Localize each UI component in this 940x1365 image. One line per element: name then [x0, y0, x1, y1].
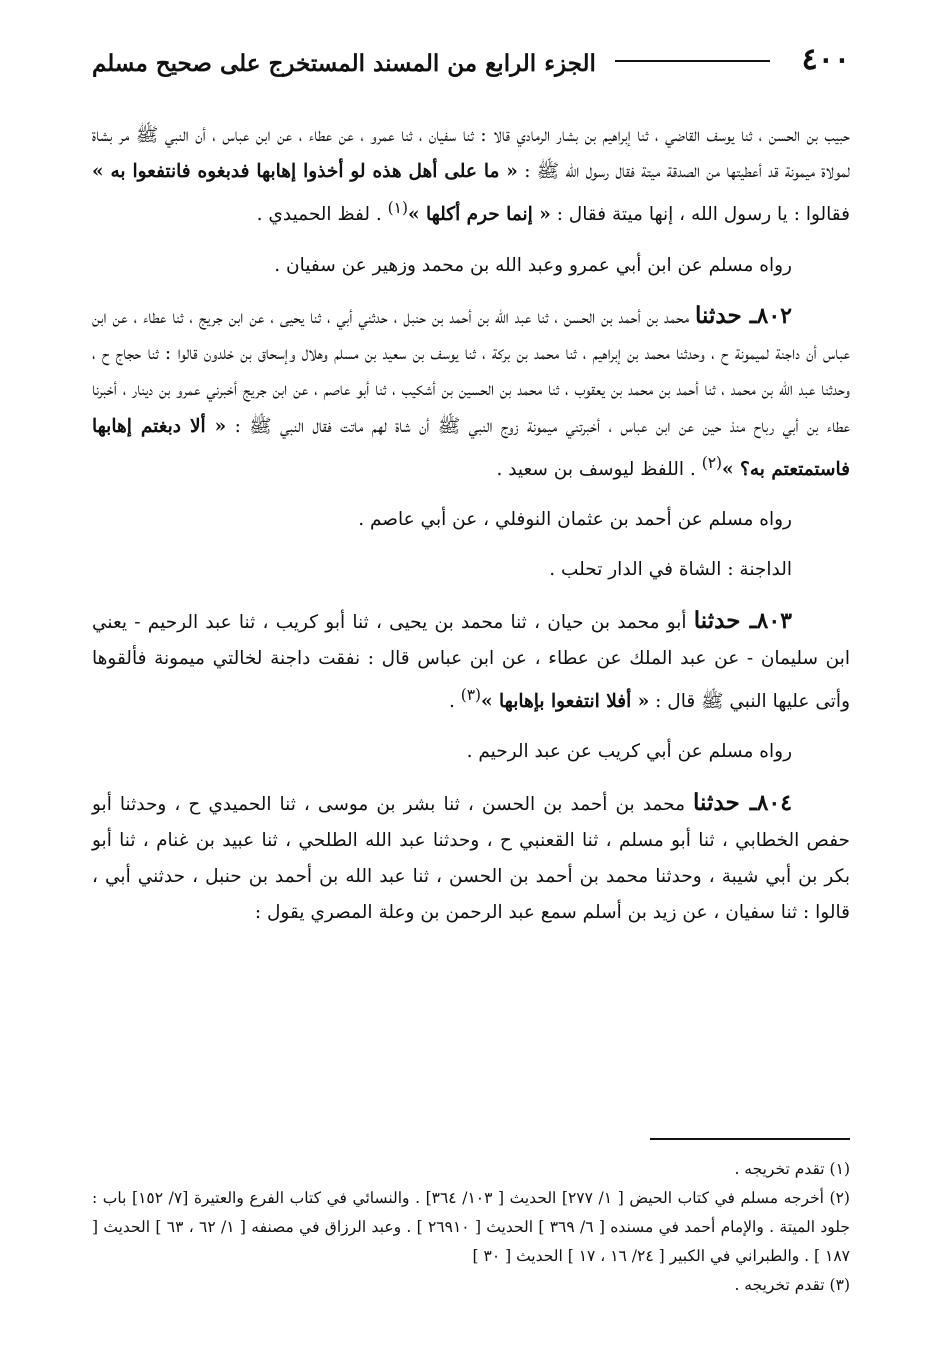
footnote: (٢) أخرجه مسلم في كتاب الحيض [ ١/ ٢٧٧] الحديث [ ١٠٣/ ٣٦٤] . والنسائي في كتاب الفرع والعتيرة [٧/ ١٥٢] باب : جلود الميتة . والإمام أحمد في مسنده [ ٦/ ٣٦٩ ] الحديث [ ٢٦٩١٠ ] . وعبد الرزاق في مصنفه [ ١/ ٦٢ ، ٦٣ ] الحديث [ ١٨٧ ] . والطبراني في الكبير [ ٢٤/ ١٦ ، ١٧ ] الحديث [ ٣٠ ]	[92, 1189, 850, 1265]
hadith-804	[92, 785, 850, 932]
footnote-ref: (٣)	[460, 685, 482, 704]
footnote-ref: (٢)	[701, 453, 722, 472]
footnote-separator	[650, 1138, 850, 1140]
hadith-text-end: . اللفظ ليوسف بن سعيد .	[496, 458, 702, 480]
prophetic-quote: « إنما حرم أكلها »	[407, 204, 551, 226]
hadith-text-end: .	[448, 691, 461, 713]
paragraph-text: حبيب بن الحسن ، ثنا يوسف القاضي ، ثنا إبراهيم بن بشار الرمادي قالا : ثنا سفيان ، ثنا عمرو ، عن عطاء ، عن ابن عباس ، أن النبي ﷺ مر بشاة لمولاة ميمونة قد أعطيتها من الصدقة ميتة فقال رسول الله ﷺ :	[92, 125, 850, 183]
hadith-text: محمد بن أحمد بن الحسن ، ثنا عبد الله بن أحمد بن حنبل ، حدثني أبي ، ثنا يحيى ، عن ابن جريج ، ثنا عطاء ، عن ابن عباس أن داجنة لميمونة ح ، وحدثنا محمد بن إبراهيم ، ثنا محمد بن بركة ، ثنا يوسف بن سعيد بن مسلم وهلال وإسحاق بن خلدون قالوا : ثنا حجاج ح ، وحدثنا عبد الله بن محمد ، ثنا أحمد بن محمد بن يعقوب ، ثنا محمد بن الحسين بن أشكيب ، ثنا أبو عاصم ، عن ابن جريج أخبرني عمرو بن دينار ، أخبرنا عطاء بن أبي رباح منذ حين عن ابن عباس ، أخبرتني ميمونة زوج النبي ﷺ أن شاة لهم ماتت فقال النبي ﷺ :	[92, 306, 850, 437]
narration-note: رواه مسلم عن أبي كريب عن عبد الرحيم .	[466, 741, 792, 763]
prophetic-quote: « ما على أهل هذه لو أخذوا إهابها فدبغوه فانتفعوا به »	[92, 161, 518, 183]
page-header	[92, 40, 850, 90]
header-rule	[615, 60, 770, 62]
prophetic-quote: « ألا دبغتم إهابها فاستمتعتم به؟ »	[92, 415, 850, 480]
hadith-text: أبو محمد بن حيان ، ثنا محمد بن يحيى ، ثنا أبو كريب ، ثنا عبد الرحيم - يعني ابن سليمان - عن عبد الملك عن عطاء ، عن ابن عباس قال : نفقت داجنة لخالتي ميمونة فألقوها وأتى عليها النبي ﷺ قال :	[92, 611, 850, 713]
haddathana-marker: ـ حدثنا	[693, 788, 757, 816]
hadith-802	[92, 298, 850, 488]
footnote-ref: (١)	[387, 199, 408, 218]
hadith-number: ٨٠٤	[756, 789, 793, 816]
haddathana-marker: ـ حدثنا	[693, 606, 757, 634]
footnotes	[92, 1155, 850, 1300]
haddathana-marker: ـ حدثنا	[695, 301, 757, 329]
main-text	[92, 118, 850, 931]
footnote: (١) تقدم تخريجه .	[734, 1160, 850, 1178]
definition-note: الداجنة : الشاة في الدار تحلب .	[549, 559, 792, 581]
hadith-803	[92, 603, 850, 721]
footnote: (٣) تقدم تخريجه .	[734, 1276, 850, 1294]
narration-note: رواه مسلم عن ابن أبي عمرو وعبد الله بن محمد وزهير عن سفيان .	[274, 254, 792, 276]
page-number: ٤٠٠	[801, 42, 850, 77]
narration-note: رواه مسلم عن أحمد بن عثمان النوفلي ، عن أبي عاصم .	[358, 509, 792, 531]
prophetic-quote: « أفلا انتفعوا بإهابها »	[481, 691, 650, 713]
running-title: الجزء الرابع من المسند المستخرج على صحيح مسلم	[92, 50, 596, 77]
paragraph-text: فقالوا : يا رسول الله ، إنها ميتة فقال :	[550, 204, 850, 226]
hadith-text: محمد بن أحمد بن الحسن ، ثنا بشر بن موسى ، ثنا الحميدي ح ، وحدثنا أبو حفص الخطابي ، ثنا أبو مسلم ، ثنا القعنبي ح ، وحدثنا عبد الله الطلحي ، ثنا عبيد بن غنام ، ثنا أبو بكر بن أبي شيبة ، وحدثنا محمد بن أحمد بن الحسن ، ثنا عبد الله بن أحمد بن حنبل ، حدثني أبي ، قالوا : ثنا سفيان ، عن زيد بن أسلم سمع عبد الرحمن بن وعلة المصري يقول :	[92, 793, 850, 924]
paragraph-text: . لفظ الحميدي .	[256, 204, 388, 226]
paragraph-continuation	[92, 118, 850, 234]
hadith-number: ٨٠٢	[756, 302, 792, 329]
hadith-number: ٨٠٣	[756, 607, 792, 634]
